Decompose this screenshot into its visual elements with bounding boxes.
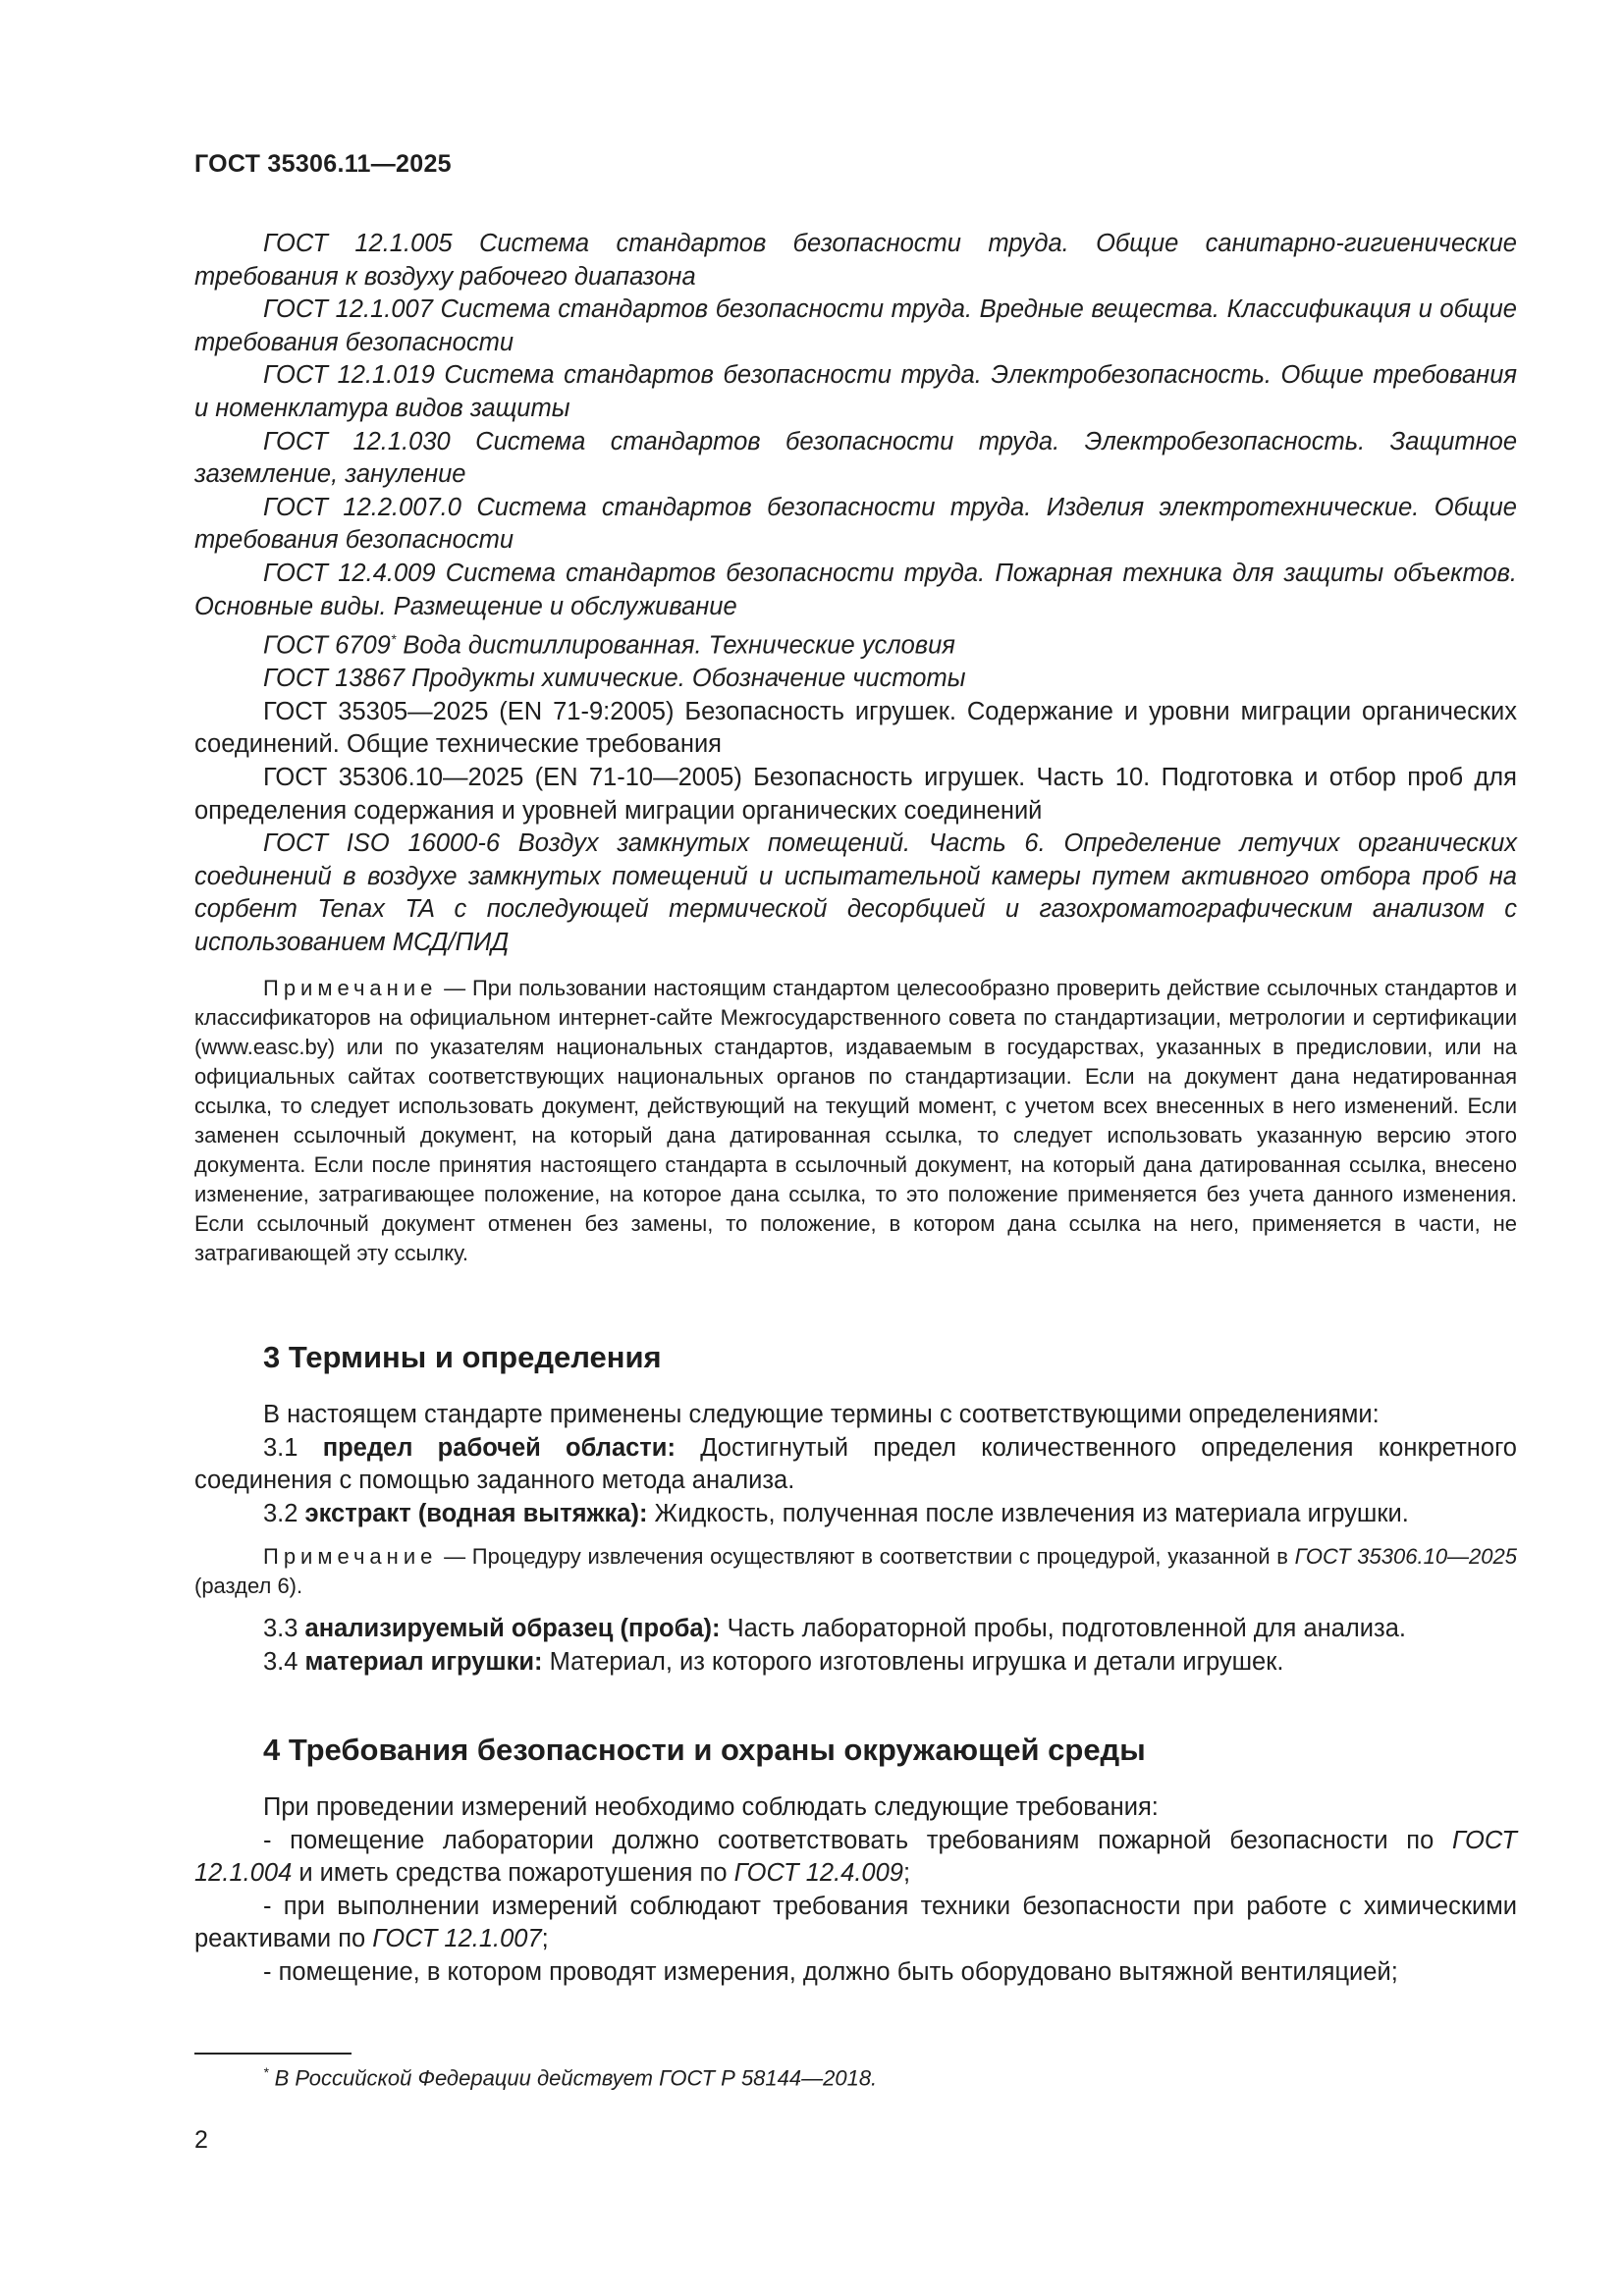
- section-4-intro: При проведении измерений необходимо соблюдать следующие требования:: [263, 1793, 1159, 1821]
- term-3-1: [194, 1432, 1517, 1498]
- document-header: ГОСТ 35306.11—2025: [194, 150, 452, 178]
- requirement-text: - помещение лаборатории должно соответствовать требованиям пожарной безопасности по: [263, 1826, 1452, 1854]
- reference-item: ГОСТ 35306.10—2025 (EN 71-10—2005) Безопасность игрушек. Часть 10. Подготовка и отбор проб для определения содержания и уровней миграции органических соединений: [194, 764, 1517, 825]
- term-name: анализируемый образец (проба):: [304, 1615, 721, 1643]
- reference-item: ГОСТ 12.1.030 Система стандартов безопасности труда. Электробезопасность. Защитное заземление, зануление: [194, 427, 1517, 489]
- term-3-3: [194, 1613, 1517, 1646]
- note-term-3-2: [194, 1542, 1517, 1601]
- reference-code: ГОСТ 6709: [263, 631, 391, 660]
- section-4-title: 4 Требования безопасности и охраны окружающей среды: [263, 1733, 1146, 1767]
- note-label: Примечание: [263, 1544, 438, 1570]
- requirement-text: и иметь средства пожаротушения по: [292, 1859, 734, 1888]
- reference-item: ГОСТ 12.1.005 Система стандартов безопасности труда. Общие санитарно-гигиенические требования к воздуху рабочего диапазона: [194, 230, 1517, 291]
- reference-item: ГОСТ 35305—2025 (EN 71-9:2005) Безопасность игрушек. Содержание и уровни миграции органических соединений. Общие технические требования: [194, 697, 1517, 759]
- term-definition: Часть лабораторной пробы, подготовленной для анализа.: [720, 1615, 1406, 1643]
- term-number: 3.2: [263, 1499, 305, 1527]
- section-3-title: 3 Термины и определения: [263, 1340, 662, 1374]
- note-reference: ГОСТ 35306.10—2025: [1294, 1544, 1517, 1570]
- footnote-mark: *: [263, 2064, 269, 2080]
- normative-references: [194, 228, 1517, 1268]
- footnote-divider: [194, 2053, 352, 2055]
- reference-item: ГОСТ 12.1.007 Система стандартов безопасности труда. Вредные вещества. Классификация и общие требования безопасности: [194, 295, 1517, 356]
- term-number: 3.1: [263, 1433, 323, 1462]
- standard-reference: ГОСТ 12.1.007: [372, 1925, 542, 1953]
- requirement-text: ;: [541, 1925, 549, 1953]
- requirement-text: - при выполнении измерений соблюдают требования техники безопасности при работе с химическими реактивами по: [194, 1892, 1517, 1953]
- term-3-4: [194, 1646, 1517, 1680]
- reference-item: ГОСТ ISO 16000-6 Воздух замкнутых помещений. Часть 6. Определение летучих органических соединений в воздухе замкнутых помещений и испытательной камеры путем активного отбора проб на сорбент Tenax TA с последующей термической десорбцией и газохроматографическим анализом с использованием МСД/ПИД: [194, 829, 1517, 956]
- term-name: материал игрушки:: [304, 1647, 543, 1676]
- footnote-text: В Российской Федерации действует ГОСТ Р 58144—2018.: [268, 2065, 878, 2091]
- standard-reference: ГОСТ 12.4.009: [733, 1859, 903, 1888]
- requirement-item: [194, 1891, 1517, 1956]
- term-3-2: [194, 1498, 1517, 1531]
- note-references: [194, 974, 1517, 1268]
- reference-item: ГОСТ 12.2.007.0 Система стандартов безопасности труда. Изделия электротехнические. Общие требования безопасности: [194, 493, 1517, 555]
- note-text: — Процедуру извлечения осуществляют в соответствии с процедурой, указанной в: [437, 1544, 1295, 1570]
- section-4: [194, 1733, 1517, 1990]
- term-definition: Достигнутый предел количественного определения конкретного соединения с помощью заданного метода анализа.: [194, 1433, 1517, 1495]
- term-definition: Жидкость, полученная после извлечения из материала игрушки.: [647, 1499, 1409, 1527]
- term-number: 3.4: [263, 1647, 305, 1676]
- footnote-mark: *: [390, 631, 397, 648]
- reference-item: ГОСТ 13867 Продукты химические. Обозначение чистоты: [263, 665, 966, 693]
- note-tail: (раздел 6).: [194, 1574, 303, 1599]
- standard-reference: ГОСТ 12.1.004: [194, 1826, 1517, 1888]
- section-3-intro: В настоящем стандарте применены следующие термины с соответствующими определениями:: [263, 1401, 1380, 1428]
- requirement-item: [194, 1825, 1517, 1891]
- term-definition: Материал, из которого изготовлены игрушка и детали игрушек.: [542, 1647, 1284, 1676]
- requirement-item: - помещение, в котором проводят измерения, должно быть оборудовано вытяжной вентиляцией;: [263, 1957, 1398, 1986]
- reference-title: Вода дистиллированная. Технические условия: [396, 631, 955, 660]
- note-text: — При пользовании настоящим стандартом целесообразно проверить действие ссылочных стандартов и классификаторов на официальном интернет-сайте Межгосударственного совета по стандартизации, метрологии и сертификации (www.easc.by) или по указателям национальных стандартов, издаваемым в государствах, указанных в предисловии, или на официальных сайтах соответствующих национальных органов по стандартизации. Если на документ дана недатированная ссылка, то следует использовать документ, действующий на текущий момент, с учетом всех внесенных в него изменений. Если заменен ссылочный документ, на который дана датированная ссылка, то следует использовать указанную версию этого документа. Если после принятия настоящего стандарта в ссылочный документ, на который дана датированная ссылка, внесено изменение, затрагивающее положение, на которое дана ссылка, то это положение применяется без учета данного изменения. Если ссылочный документ отменен без замены, то положение, в котором дана ссылка на него, применяется в части, не затрагивающей эту ссылку.: [194, 975, 1517, 1265]
- note-label: Примечание: [263, 975, 438, 1000]
- section-3: [194, 1340, 1517, 1680]
- term-name: предел рабочей области:: [322, 1433, 676, 1462]
- page-number: 2: [194, 2126, 208, 2154]
- term-name: экстракт (водная вытяжка):: [304, 1499, 648, 1527]
- footnote: [263, 2064, 877, 2091]
- term-number: 3.3: [263, 1615, 305, 1643]
- reference-item: ГОСТ 12.1.019 Система стандартов безопасности труда. Электробезопасность. Общие требования и номенклатура видов защиты: [194, 361, 1517, 422]
- requirement-text: ;: [902, 1859, 911, 1888]
- reference-item: ГОСТ 12.4.009 Система стандартов безопасности труда. Пожарная техника для защиты объектов. Основные виды. Размещение и обслуживание: [194, 559, 1517, 620]
- reference-item: [194, 623, 1517, 663]
